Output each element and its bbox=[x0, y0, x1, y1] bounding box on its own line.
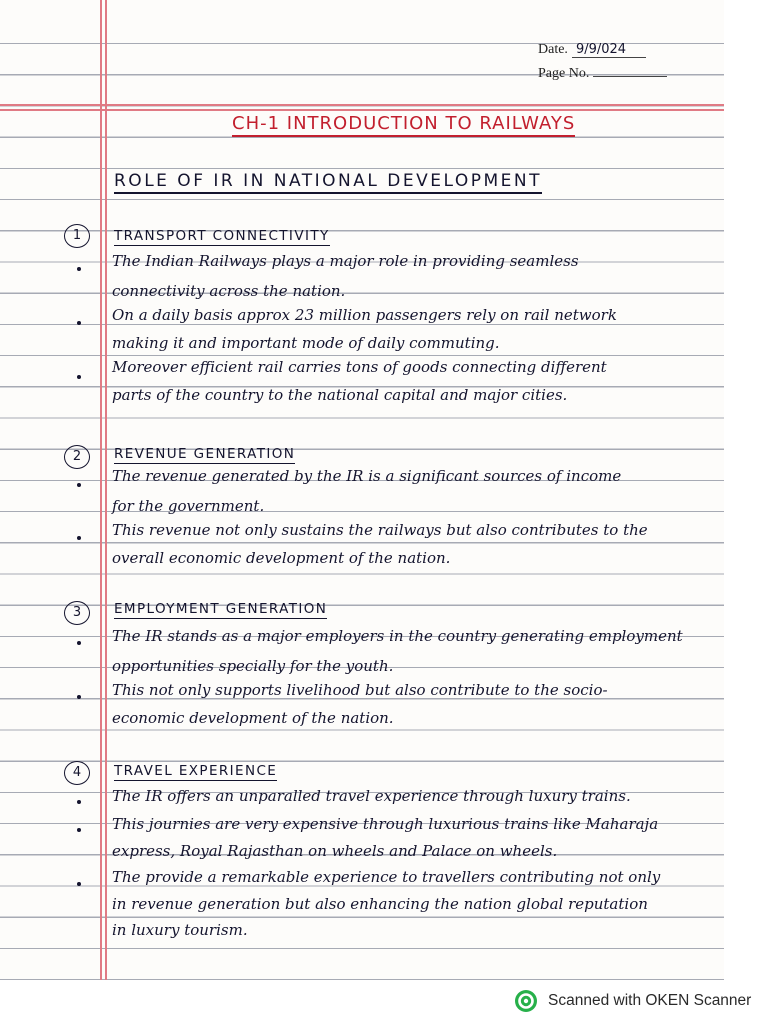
note-line: The IR stands as a major employers in the country generating employment bbox=[112, 627, 683, 645]
date-row bbox=[538, 42, 718, 66]
chapter-title: CH-1 INTRODUCTION TO RAILWAYS bbox=[232, 113, 575, 137]
page-header bbox=[538, 42, 718, 90]
note-line: The provide a remarkable experience to travellers contributing not only bbox=[112, 868, 661, 886]
margin-line bbox=[100, 0, 102, 980]
page-subtitle: ROLE OF IR IN NATIONAL DEVELOPMENT bbox=[114, 171, 542, 194]
bullet-point bbox=[77, 483, 81, 487]
bullet-point bbox=[77, 641, 81, 645]
scanner-watermark bbox=[514, 989, 751, 1013]
margin-line bbox=[105, 0, 107, 980]
date-value: 9/9/024 bbox=[572, 42, 646, 58]
bullet-point bbox=[77, 321, 81, 325]
page-number-row bbox=[538, 66, 718, 90]
note-line: parts of the country to the national capital and major cities. bbox=[112, 386, 568, 404]
section-number: 3 bbox=[64, 601, 90, 625]
section-heading: EMPLOYMENT GENERATION bbox=[114, 601, 328, 617]
note-line: express, Royal Rajasthan on wheels and Palace on wheels. bbox=[112, 842, 558, 860]
page-number-value bbox=[593, 76, 667, 77]
section-number: 4 bbox=[64, 761, 90, 785]
section-heading: TRAVEL EXPERIENCE bbox=[114, 763, 278, 779]
note-line: Moreover efficient rail carries tons of goods connecting different bbox=[112, 358, 607, 376]
oken-scanner-logo-icon bbox=[514, 989, 538, 1013]
bullet-point bbox=[77, 695, 81, 699]
top-margin-line bbox=[0, 104, 724, 106]
note-line: The Indian Railways plays a major role in providing seamless bbox=[112, 252, 579, 270]
note-line: The revenue generated by the IR is a significant sources of income bbox=[112, 467, 622, 485]
note-line: opportunities specially for the youth. bbox=[112, 657, 394, 675]
note-line: This not only supports livelihood but also contribute to the socio- bbox=[112, 681, 608, 699]
section-heading: REVENUE GENERATION bbox=[114, 446, 296, 462]
bullet-point bbox=[77, 828, 81, 832]
section-number: 2 bbox=[64, 445, 90, 469]
bullet-point bbox=[77, 267, 81, 271]
bullet-point bbox=[77, 536, 81, 540]
note-line: in revenue generation but also enhancing the nation global reputation bbox=[112, 895, 648, 913]
scanner-text: Scanned with OKEN Scanner bbox=[548, 992, 752, 1009]
page-number-label: Page No. bbox=[538, 66, 590, 81]
note-line: This revenue not only sustains the railways but also contributes to the bbox=[112, 521, 648, 539]
note-line: overall economic development of the nation. bbox=[112, 549, 451, 567]
note-line: The IR offers an unparalled travel experience through luxury trains. bbox=[112, 787, 631, 805]
note-line: On a daily basis approx 23 million passengers rely on rail network bbox=[112, 306, 617, 324]
date-label: Date. bbox=[538, 42, 568, 57]
bullet-point bbox=[77, 800, 81, 804]
note-line: in luxury tourism. bbox=[112, 921, 248, 939]
bullet-point bbox=[77, 882, 81, 886]
note-line: for the government. bbox=[112, 497, 265, 515]
bullet-point bbox=[77, 375, 81, 379]
note-line: economic development of the nation. bbox=[112, 709, 394, 727]
section-heading: TRANSPORT CONNECTIVITY bbox=[114, 228, 330, 244]
note-line: This journies are very expensive through luxurious trains like Maharaja bbox=[112, 815, 659, 833]
section-number: 1 bbox=[64, 224, 90, 248]
note-line: connectivity across the nation. bbox=[112, 282, 346, 300]
note-line: making it and important mode of daily commuting. bbox=[112, 334, 500, 352]
top-margin-line bbox=[0, 109, 724, 111]
